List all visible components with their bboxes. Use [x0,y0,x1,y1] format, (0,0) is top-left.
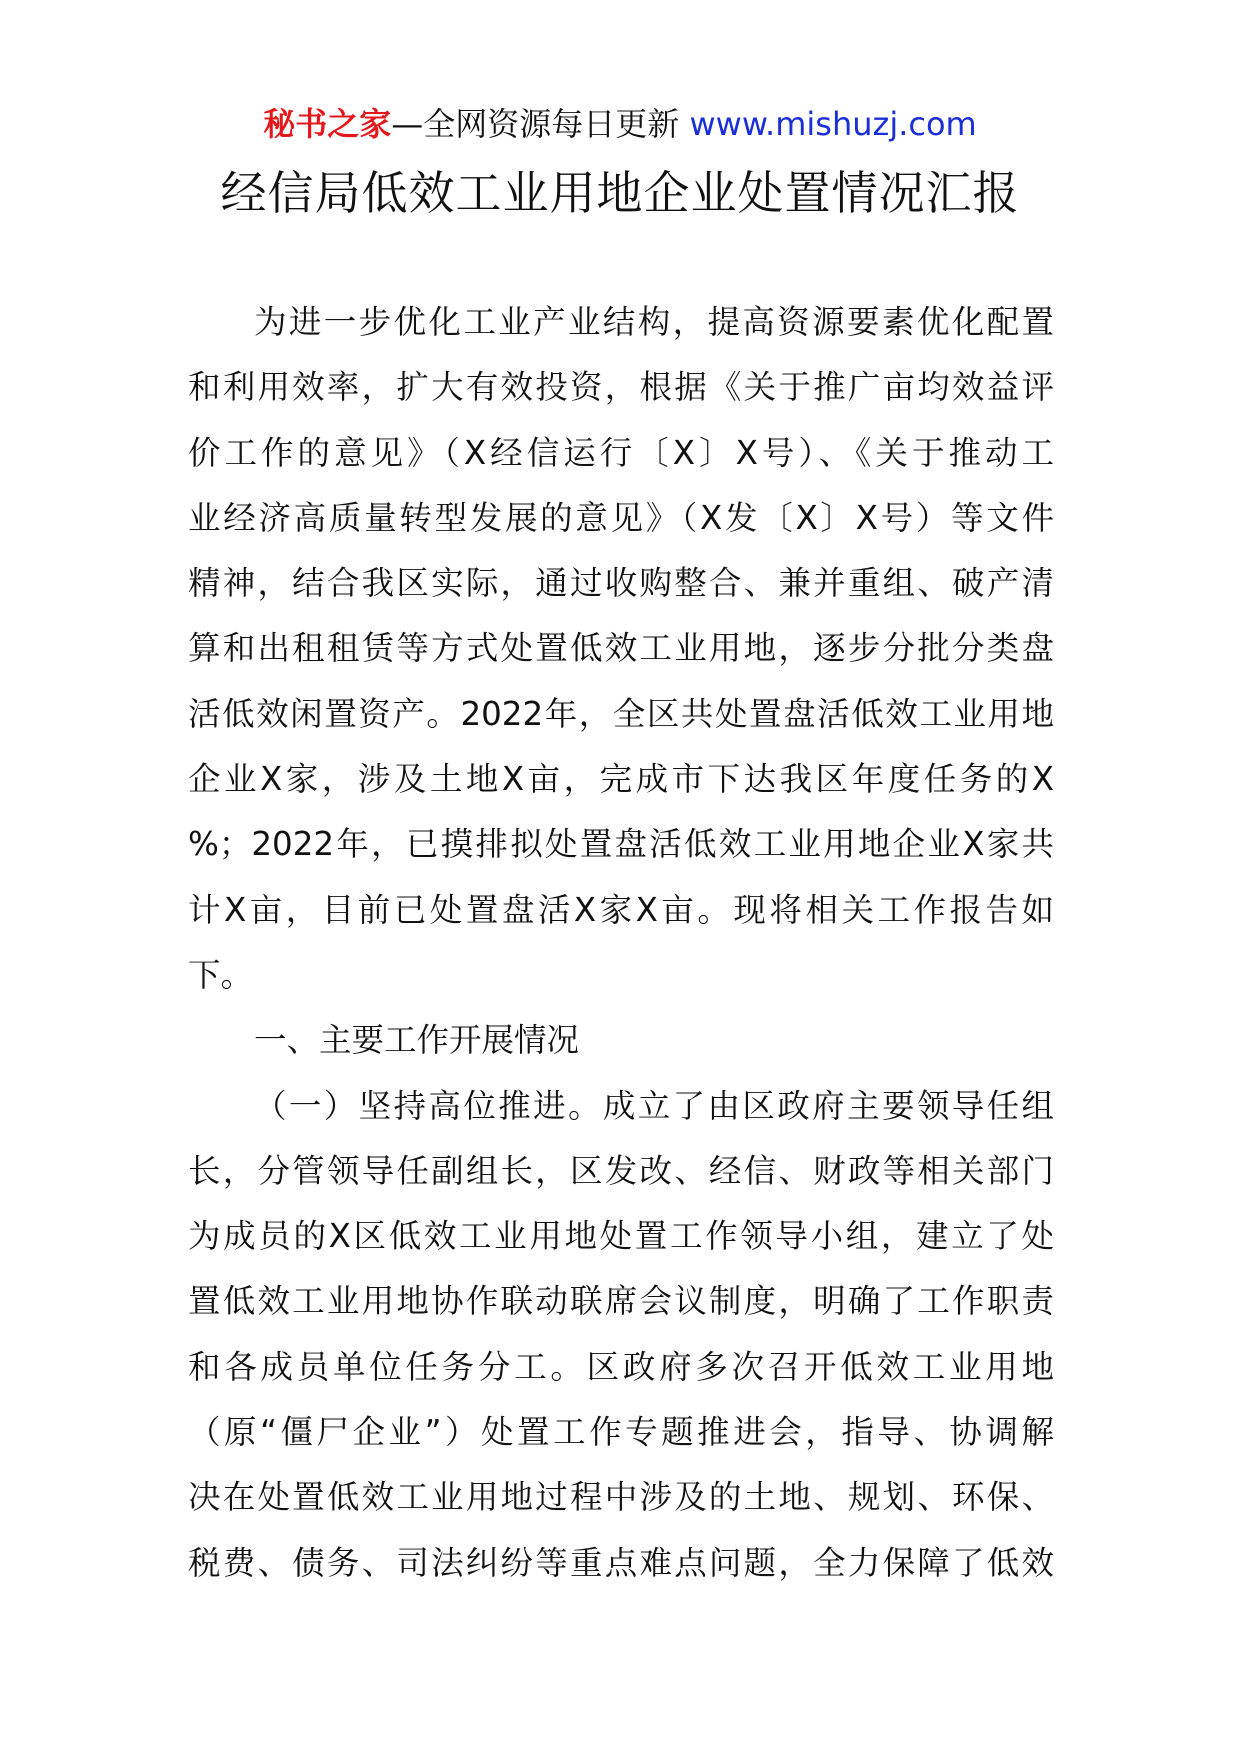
site-url[interactable]: www.mishuzj.com [689,105,977,143]
body-line: 和各成员单位任务分工。区政府多次召开低效工业用地 [188,1347,1054,1386]
body-line: （原“僵尸企业”）处置工作专题推进会，指导、协调解 [188,1413,1054,1452]
body-line: 企业X家，涉及土地X亩，完成市下达我区年度任务的X [188,760,1054,799]
body-line: 价工作的意见》（X经信运行〔X〕X号）、《关于推动工 [188,433,1054,472]
body-line: 置低效工业用地协作联动联席会议制度，明确了工作职责 [188,1282,1054,1321]
brand-name: 秘书之家 [263,105,392,143]
body-line: 精神，结合我区实际，通过收购整合、兼并重组、破产清 [188,564,1054,603]
body-line: 业经济高质量转型发展的意见》（X发〔X〕X号）等文件 [188,498,1054,537]
body-line: （一）坚持高位推进。成立了由区政府主要领导任组 [254,1086,1054,1125]
body-line: 为成员的X区低效工业用地处置工作领导小组，建立了处 [188,1217,1054,1256]
body-line: 为进一步优化工业产业结构，提高资源要素优化配置 [254,303,1054,341]
body-line: 算和出租租赁等方式处置低效工业用地，逐步分批分类盘 [188,629,1054,668]
header-tagline: —全网资源每日更新 [391,105,680,143]
body-line: 活低效闲置资产。2022年，全区共处置盘活低效工业用地 [188,694,1054,733]
document-title: 经信局低效工业用地企业处置情况汇报 [220,166,1020,220]
body-line: %；2022年，已摸排拟处置盘活低效工业用地企业X家共 [188,825,1054,864]
body-line: 税费、债务、司法纠纷等重点难点问题，全力保障了低效 [188,1543,1054,1582]
body-line: 计X亩，目前已处置盘活X家X亩。现将相关工作报告如 [188,890,1054,929]
section-heading: 一、主要工作开展情况 [254,1021,580,1060]
body-line: 长，分管领导任副组长，区发改、经信、财政等相关部门 [188,1151,1054,1190]
body-line: 和利用效率，扩大有效投资，根据《关于推广亩均效益评 [188,368,1054,407]
document-body [188,290,1054,1596]
site-header [0,104,1240,144]
body-line: 决在处置低效工业用地过程中涉及的土地、规划、环保、 [188,1478,1054,1517]
body-line: 下。 [188,955,254,994]
